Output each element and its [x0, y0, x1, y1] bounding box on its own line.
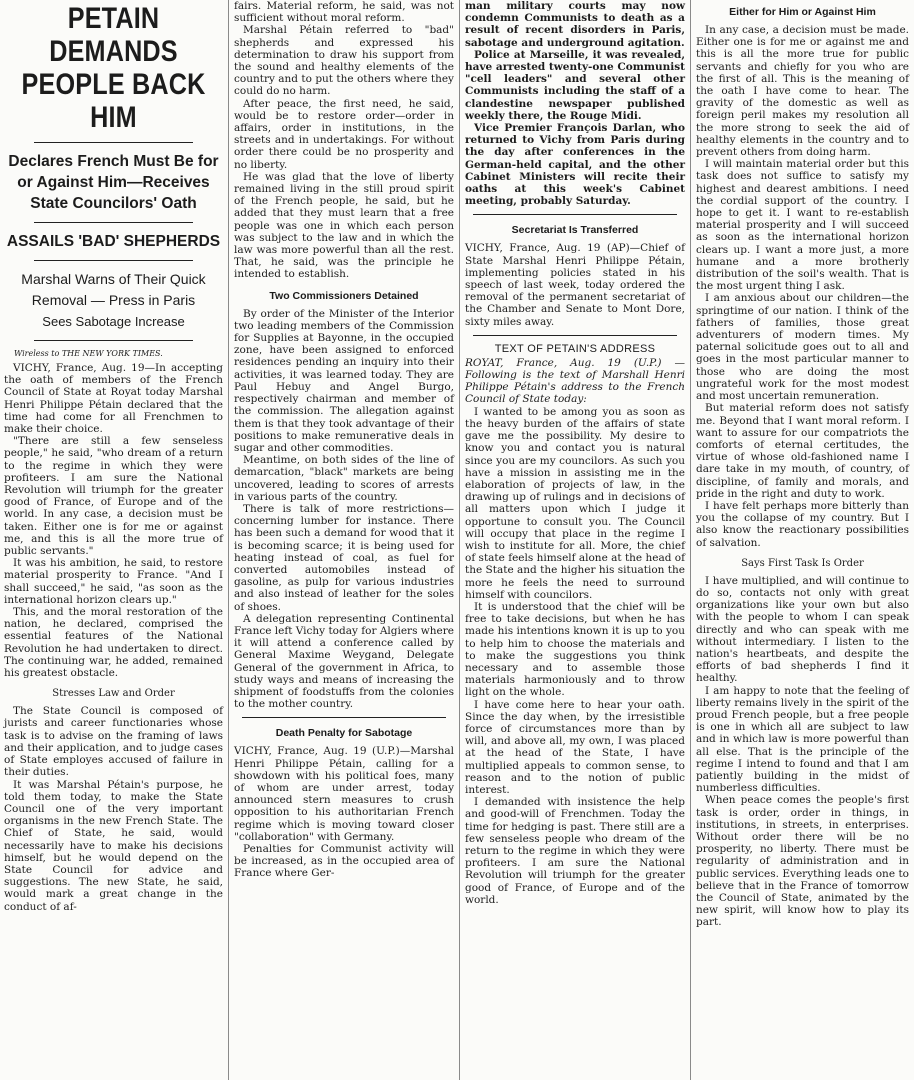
column-4 — [692, 0, 912, 1080]
paragraph: Marshal Pétain referred to "bad" shepherds and expressed his determination to draw his support from the sound and healthy elements of the country and to put the others where they could do no harm. — [234, 24, 454, 98]
paragraph: I have come here to hear your oath. Since the day when, by the irresistible force of circumstances more than by will, and above all, my own, I was placed at the head of the State, I have multiplied appeals to common sense, to reason and to the notion of public interest. — [465, 698, 685, 796]
column-1 — [2, 0, 227, 1080]
column-3 — [461, 0, 689, 1080]
wireless-credit: Wireless to THE NEW YORK TIMES. — [14, 349, 163, 358]
subhead: Two Commissioners Detained — [269, 289, 419, 302]
paragraph: man military courts may now condemn Communists to death as a result of recent disorders in Paris, sabotage and underground agitation. — [465, 0, 685, 49]
paragraph: Police at Marseille, it was revealed, have arrested twenty-one Communist "cell leaders" and several other Communists including the staff of a clandestine newspaper published weekly there, the Rouge Midi. — [465, 48, 685, 122]
column-rule — [228, 0, 229, 1080]
paragraph: He was glad that the love of liberty remained living in the still proud spirit of the French people, he said, but he added that they must learn that a free people was one in which each person was subject to the law and in which the law was more powerful than all the rest. That, he said, was the principle he intended to establish. — [234, 170, 454, 281]
column-2 — [230, 0, 458, 1080]
subhead: Stresses Law and Order — [52, 688, 175, 700]
divider — [34, 142, 193, 143]
paragraph: By order of the Minister of the Interior two leading members of the Commission for Supplies at Bayonne, in the occupied zone, have been assigned to enforced residences pending an inquiry into their activities, it was learned today. They are Paul Hebuy and Angel Burgo, respectively chairman and member of the commission. The allegation against them is that they took advantage of their positions to make remunerative deals in sugar and other commodities. — [234, 307, 454, 454]
paragraph: In any case, a decision must be made. Either one is for me or against me and this is all the more true for public servants and chiefly for you who are the first of all. This is the meaning of the oath I have come to hear. The gravity of the domestic as well as foreign peril makes my resolution all the more strong to seek the aid of healthy elements in the country and to prevent others from doing harm. — [696, 24, 909, 159]
paragraph: fairs. Material reform, he said, was not sufficient without moral reform. — [234, 0, 454, 25]
paragraph: Meantime, on both sides of the line of demarcation, "black" markets are being uncovered, leading to scores of arrests in various parts of the country. — [234, 454, 454, 503]
divider — [473, 214, 677, 215]
paragraph: I have felt perhaps more bitterly than you the collapse of my country. But I also know the reactionary possibilities of salvation. — [696, 499, 909, 549]
paragraph: I am happy to note that the feeling of liberty remains lively in the spirit of the proud French people, but a free people is one in which all are subject to law and in which law is more powerful than all else. That is the principle of the regime I intend to found and that I am patiently building in the midst of numberless difficulties. — [696, 684, 909, 795]
paragraph: It was Marshal Pétain's purpose, he told them today, to make the State Council one of the very important organisms in the new French State. The Chief of State, he said, would necessarily have to make his decisions himself, but he would depend on the State Council for advice and suggestions. The new State, he said, would mark a great change in the conduct of af- — [4, 778, 223, 913]
divider — [34, 260, 193, 261]
column-rule — [690, 0, 691, 1080]
paragraph: It was his ambition, he said, to restore material prosperity to France. "And I shall succeed," he said, "as soon as the international horizon clears up." — [4, 557, 223, 606]
paragraph: VICHY, France, Aug. 19 (AP)—Chief of State Marshal Henri Philippe Pétain, implementing policies stated in his speech of last week, today ordered the removal of the permanent secretariat of the Chamber and Senate to Mont Dore, sixty miles away. — [465, 242, 685, 328]
deck-3: Marshal Warns of Their Quick Removal — Press in Paris — [21, 271, 206, 308]
subhead: Death Penalty for Sabotage — [275, 727, 413, 740]
paragraph: It is understood that the chief will be free to take decisions, but when he has made his intentions known it is up to you to help him to choose the materials and to make the suggestions you think necessary and to assemble those materials harmoniously and to throw light on the whole. — [465, 600, 685, 699]
paragraph: I demanded with insistence the help and good-will of Frenchmen. Today the time for hedging is past. There still are a few senseless people who dream of the return to the regime in which they were profiteers. I am sure the National Revolution will triumph for the greater good of France, of Europe and of the world. — [465, 796, 685, 906]
divider — [242, 717, 446, 718]
divider — [34, 222, 193, 223]
paragraph: I have multiplied, and will continue to do so, contacts not only with great organizations like your own but also with the people to whom I can speak directly and who can speak with me without intermediary. I listen to the nation's heartbeats, and despite the efforts of bad shepherds I find it healthy. — [696, 574, 909, 685]
column-rule — [459, 0, 460, 1080]
paragraph: The State Council is composed of jurists and career functionaries whose task is to advise on the framing of laws and their application, and to judge cases of State employes accused of failure in their duties. — [4, 705, 223, 779]
paragraph: There is talk of more restrictions—concerning lumber for instance. There has been such a demand for wood that it is becoming scarce; it is being used for heating instead of coal, as fuel for converted automobiles instead of gasoline, as pulp for various industries and also instead of leather for the soles of shoes. — [234, 502, 454, 613]
paragraph: I will maintain material order but this task does not suffice to satisfy my highest and dearest ambitions. I need the cordial support of the country. I hope to get it. I want to re-establish material prosperity and I will succeed as soon as the international horizon clears up. I want a more just, a more humane and a more brotherly distribution of the soil's wealth. That is the most urgent thing I ask. — [696, 158, 909, 293]
paragraph: VICHY, France, Aug. 19—In accepting the oath of members of the French Council of State at Royat today Marshal Henri Philippe Pétain declared that the time had come for all Frenchmen to make their choice. — [4, 362, 223, 436]
divider — [34, 340, 193, 341]
paragraph: After peace, the first need, he said, would be to restore order—order in affairs, order in institutions, in the streets and in undertakings. For without order there could be no prosperity and no liberty. — [234, 97, 454, 171]
deck-4: Sees Sabotage Increase — [42, 314, 185, 329]
subhead: Either for Him or Against Him — [729, 6, 876, 18]
subhead: Secretariat Is Transferred — [511, 224, 639, 237]
subhead: Says First Task Is Order — [741, 557, 864, 569]
paragraph: Penalties for Communist activity will be increased, as in the occupied area of France where Ger- — [234, 843, 454, 880]
paragraph: But material reform does not satisfy me. Beyond that I want moral reform. I want to assure for our compatriots the comforts of eternal certitudes, the virtue of whose old-fashioned name I dare take in my mouth, of country, of discipline, of family and morals, and pride in the right and duty to work. — [696, 402, 909, 500]
paragraph: When peace comes the people's first task is order, order in things, in institutions, in streets, in enterprises. Without order there will be no prosperity, no liberty. There must be regularity of administration and in public services. Everything leads one to believe that in the France of tomorrow the Council of State, animated by the new spirit, will know how to play its part. — [696, 794, 909, 929]
paragraph: A delegation representing Continental France left Vichy today for Algiers where it will attend a conference called by General Maxime Weygand, Delegate General of the government in Africa, to study ways and means of increasing the shipment of foodstuffs from the colonies to the mother country. — [234, 612, 454, 711]
paragraph: Vice Premier François Darlan, who returned to Vichy from Paris during the day after conferences in the German-held capital, and the other Cabinet Ministers will recite their oaths at this week's Cabinet meeting, probably Saturday. — [465, 122, 685, 208]
divider — [473, 335, 677, 336]
text-box-heading: TEXT OF PETAIN'S ADDRESS — [494, 342, 656, 355]
text-box-intro: ROYAT, France, Aug. 19 (U.P.) —Following is the text of Marshall Henri Philippe Pétain's address to the French Council of State today: — [465, 356, 685, 406]
main-headline: PETAIN DEMANDS PEOPLE BACK HIM — [21, 2, 206, 134]
paragraph: "There are still a few senseless people," he said, "who dream of a return to the regime in which they were profiteers. I am sure the National Revolution will triumph for the greater good of France, of Europe and of the world. In any case, a decision must be taken. Either one is for me or against me, and this is all the more true of public servants." — [4, 435, 223, 558]
paragraph: VICHY, France, Aug. 19 (U.P.)—Marshal Henri Philippe Pétain, calling for a showdown with his political foes, many of whom are under arrest, today announced stern measures to crush opposition to his authoritarian French regime which is moving toward closer "collaboration" with Germany. — [234, 745, 454, 843]
paragraph: I am anxious about our children—the springtime of our nation. I think of the fathers of families, those great adventurers of modern times. My paternal solicitude goes out to all and goes in the most particular manner to those who are doing the most ungrateful work for the most modest and most uncertain remuneration. — [696, 292, 909, 403]
paragraph: I wanted to be among you as soon as the heavy burden of the affairs of state gave me the possibility. My desire to know you and contact you is natural since you are my councilors. As such you have a mission in assisting me in the elaboration of projects of law, in the drawing up of rulings and in decisions of all matters upon which I judge it opportune to consult you. The Council will occupy that place in the regime I wish to institute for all. More, the chief of state feels himself alone at the head of the State and the higher his situation the more he feels the need to surround himself with councilors. — [465, 405, 685, 601]
deck-2: ASSAILS 'BAD' SHEPHERDS — [6, 233, 221, 250]
deck-1: Declares French Must Be for or Against Him—Receives State Councilors' Oath — [8, 153, 219, 212]
paragraph: This, and the moral restoration of the nation, he declared, comprised the essential features of the National Revolution he had undertaken to direct. The continuing war, he added, remained his greatest obstacle. — [4, 606, 223, 680]
